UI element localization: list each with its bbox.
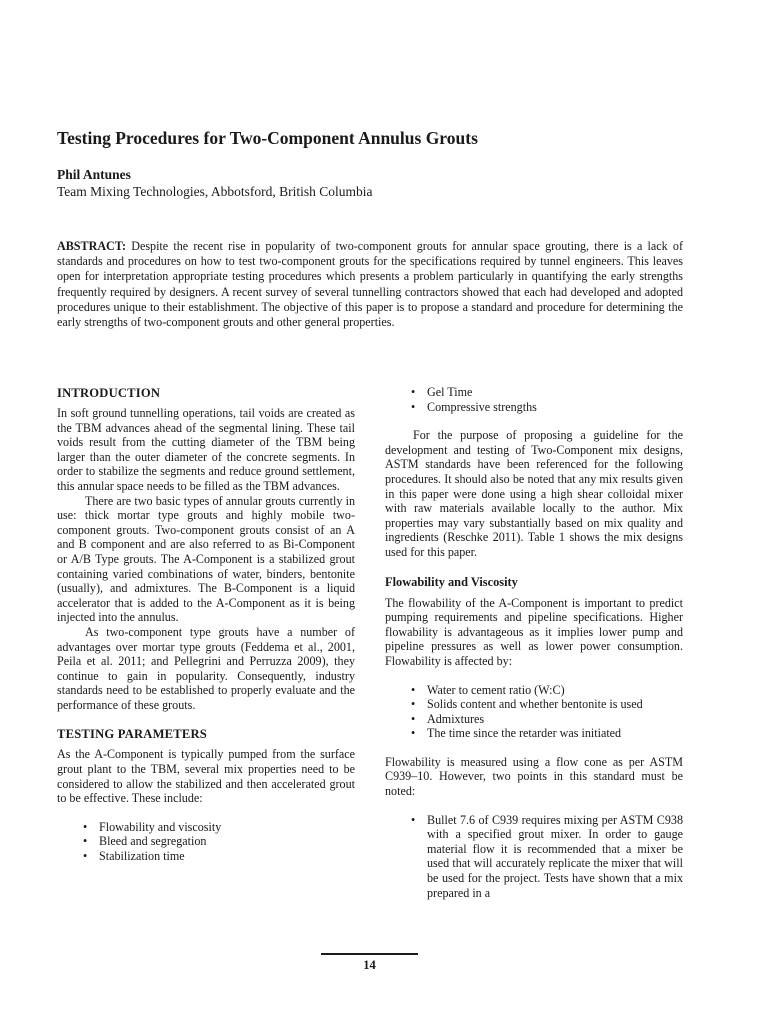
list-item: • Water to cement ratio (W:C) [411, 683, 683, 698]
flowability-factors-list [385, 683, 683, 741]
list-item: • Bullet 7.6 of C939 requires mixing per ASTM C938 with a specified grout mixer. In order to gauge material flow it is recommended that a mixer be used that will accurately replicate the mixer that will be used for the project. Tests have shown that a mix prepared in a [411, 813, 683, 901]
abstract-label: ABSTRACT: [57, 239, 126, 253]
author-affiliation: Team Mixing Technologies, Abbotsford, British Columbia [57, 184, 373, 199]
list-item: • Stabilization time [83, 849, 355, 864]
abstract [57, 239, 683, 330]
testing-parameters-list [57, 820, 355, 864]
list-item: • Solids content and whether bentonite is used [411, 697, 683, 712]
list-item: • Compressive strengths [411, 400, 683, 415]
intro-paragraph-2: There are two basic types of annular grouts currently in use: thick mortar type grouts and highly mobile two-component grouts. Two-component grouts consist of an A and B component and are also referred to as Bi-Component or A/B Type grouts. The A-Component is a stabilized grout containing varied combinations of water, binders, bentonite (usually), and admixtures. The B-Component is a liquid accelerator that is added to the A-Component as it is being injected into the annulus. [57, 493, 355, 625]
left-column [57, 385, 355, 864]
intro-paragraph-3: As two-component type grouts have a number of advantages over mortar type grouts (Feddema et al., 2001, Peila et al. 2011; and Pellegrini and Perruzza 2009), they continue to gain in popularity. Consequently, industry standards need to be established to properly evaluate and the performance of these grouts. [57, 624, 355, 712]
testing-parameters-paragraph-1: As the A-Component is typically pumped from the surface grout plant to the TBM, several mix properties need to be considered to allow the stabilized and then accelerated grout to be effective. These include: [57, 747, 355, 806]
footer-rule [321, 953, 418, 955]
introduction-heading: INTRODUCTION [57, 386, 161, 400]
testing-parameters-paragraph-2: For the purpose of proposing a guideline for the development and testing of Two-Component mix designs, ASTM standards have been referenced for the following procedures. It should also be noted that any mix results given in this paper were done using a high shear colloidal mixer with raw materials available locally to the author. Mix properties may vary substantially based on mix quality and ingredients (Reschke 2011). Table 1 shows the mix designs used for this paper. [385, 428, 683, 559]
page-number: 14 [363, 958, 376, 972]
list-item: • Flowability and viscosity [83, 820, 355, 835]
author-name: Phil Antunes [57, 167, 131, 182]
flowability-paragraph-2: Flowability is measured using a flow cone as per ASTM C939–10. However, two points in this standard must be noted: [385, 754, 683, 799]
flowability-heading: Flowability and Viscosity [385, 574, 518, 589]
flowability-paragraph-1: The flowability of the A-Component is important to predict pumping requirements and pipeline specifications. Higher flowability is advantageous as it implies lower pump and pipeline pressures as well as lower power consumption. Flowability is affected by: [385, 595, 683, 668]
intro-paragraph-1: In soft ground tunnelling operations, tail voids are created as the TBM advances ahead of the segmental lining. These tail voids result from the cutting diameter of the TBM being larger than the outer diameter of the concrete segments. In order to stabilize the segments and reduce ground settlement, this annular space needs to be filled as the TBM advances. [57, 406, 355, 493]
abstract-text: Despite the recent rise in popularity of two-component grouts for annular space grouting, there is a lack of standards and procedures on how to test two-component grouts for the specifications required by tunnel engineers. This leaves open for interpretation appropriate testing procedures which presents a problem particularly in quantifying the early strengths frequently required by designers. A recent survey of several tunnelling contractors showed that each had developed and adopted procedures unique to their establishment. The objective of this paper is to propose a standard and procedure for determining the early strengths of two-component grouts and other general properties. [57, 239, 683, 330]
testing-parameters-list-continued [385, 385, 683, 414]
right-column [385, 385, 683, 900]
list-item: • Gel Time [411, 385, 683, 400]
testing-parameters-heading: TESTING PARAMETERS [57, 727, 207, 742]
list-item: • Bleed and segregation [83, 834, 355, 849]
flowability-notes-list [385, 813, 683, 901]
list-item: • Admixtures [411, 712, 683, 727]
list-item: • The time since the retarder was initiated [411, 726, 683, 741]
paper-title: Testing Procedures for Two-Component Annulus Grouts [57, 128, 478, 148]
